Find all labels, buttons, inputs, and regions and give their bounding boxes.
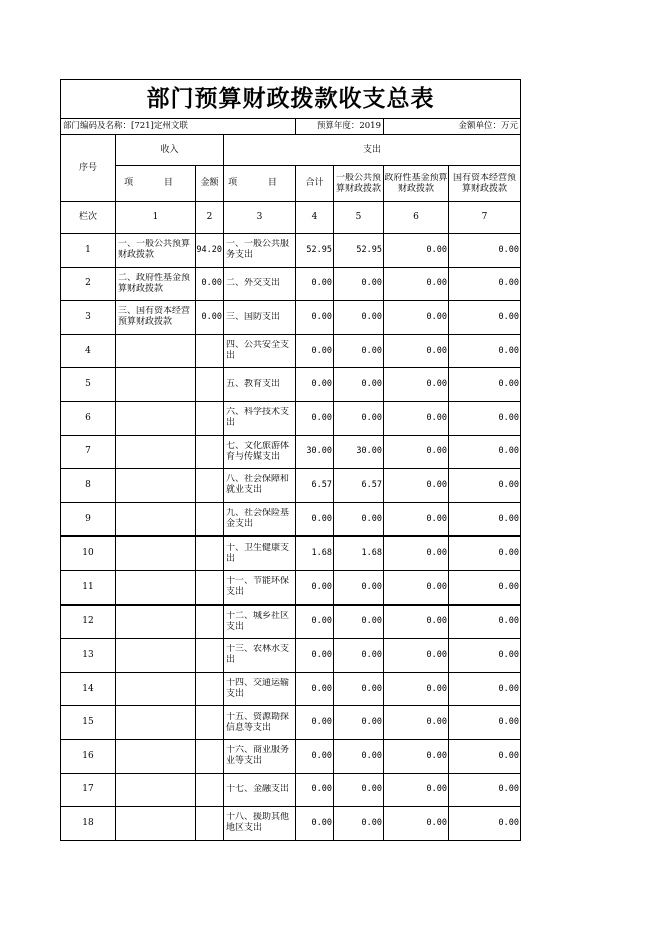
total-amount: 0.00 bbox=[296, 334, 334, 368]
gov-fund-amount: 0.00 bbox=[384, 401, 449, 435]
row-seq: 16 bbox=[61, 739, 116, 773]
income-item: 二、政府性基金预算财政拨款 bbox=[116, 267, 196, 301]
gov-fund-amount: 0.00 bbox=[384, 807, 449, 841]
lanci-label: 栏次 bbox=[61, 202, 116, 234]
income-item bbox=[116, 570, 196, 604]
table-row bbox=[61, 368, 521, 402]
row-seq: 18 bbox=[61, 807, 116, 841]
state-capital-amount: 0.00 bbox=[449, 234, 521, 268]
expense-item: 十五、资源勘探信息等支出 bbox=[224, 706, 296, 740]
expense-item: 十七、金融支出 bbox=[224, 773, 296, 807]
gov-fund-amount: 0.00 bbox=[384, 469, 449, 503]
state-capital-amount: 0.00 bbox=[449, 368, 521, 402]
total-amount: 0.00 bbox=[296, 301, 334, 335]
gov-fund-amount: 0.00 bbox=[384, 334, 449, 368]
expense-item: 五、教育支出 bbox=[224, 368, 296, 402]
budget-year: 预算年度：2019 bbox=[296, 119, 384, 135]
expense-item: 十三、农林水支出 bbox=[224, 639, 296, 673]
table-row bbox=[61, 570, 521, 604]
expense-item: 十、卫生健康支出 bbox=[224, 536, 296, 570]
state-capital-amount: 0.00 bbox=[449, 401, 521, 435]
general-budget-amount: 0.00 bbox=[334, 570, 384, 604]
row-seq: 2 bbox=[61, 267, 116, 301]
total-amount: 0.00 bbox=[296, 368, 334, 402]
total-amount: 0.00 bbox=[296, 570, 334, 604]
table-body bbox=[61, 234, 521, 841]
gov-fund-amount: 0.00 bbox=[384, 639, 449, 673]
row-seq: 4 bbox=[61, 334, 116, 368]
total-amount: 0.00 bbox=[296, 773, 334, 807]
total-amount: 0.00 bbox=[296, 672, 334, 706]
general-budget-amount: 0.00 bbox=[334, 368, 384, 402]
gov-fund-amount: 0.00 bbox=[384, 301, 449, 335]
expense-item: 十六、商业服务业等支出 bbox=[224, 739, 296, 773]
gov-fund-amount: 0.00 bbox=[384, 435, 449, 469]
total-amount: 0.00 bbox=[296, 267, 334, 301]
table-row bbox=[61, 672, 521, 706]
income-item bbox=[116, 706, 196, 740]
row-seq: 1 bbox=[61, 234, 116, 268]
state-capital-amount: 0.00 bbox=[449, 301, 521, 335]
expense-item-header: 项 目 bbox=[224, 166, 296, 202]
income-item bbox=[116, 773, 196, 807]
state-capital-amount: 0.00 bbox=[449, 605, 521, 639]
expense-item: 二、外交支出 bbox=[224, 267, 296, 301]
income-header: 收入 bbox=[116, 135, 224, 166]
total-amount: 0.00 bbox=[296, 706, 334, 740]
general-budget-amount: 0.00 bbox=[334, 672, 384, 706]
income-amount bbox=[196, 570, 224, 604]
gov-fund-amount: 0.00 bbox=[384, 234, 449, 268]
table-row bbox=[61, 502, 521, 536]
income-item bbox=[116, 605, 196, 639]
col-num: 7 bbox=[449, 202, 521, 234]
general-budget-amount: 0.00 bbox=[334, 502, 384, 536]
col-num: 3 bbox=[224, 202, 296, 234]
income-amount bbox=[196, 706, 224, 740]
general-budget-amount: 0.00 bbox=[334, 773, 384, 807]
income-item bbox=[116, 368, 196, 402]
table-row bbox=[61, 773, 521, 807]
row-seq: 14 bbox=[61, 672, 116, 706]
income-item: 三、国有资本经营预算财政拨款 bbox=[116, 301, 196, 335]
income-amount bbox=[196, 334, 224, 368]
row-seq: 12 bbox=[61, 605, 116, 639]
col-num: 4 bbox=[296, 202, 334, 234]
seq-header: 序号 bbox=[61, 135, 116, 202]
state-capital-amount: 0.00 bbox=[449, 570, 521, 604]
table-row bbox=[61, 334, 521, 368]
income-amount: 94.20 bbox=[196, 234, 224, 268]
general-budget-amount: 0.00 bbox=[334, 639, 384, 673]
general-budget-amount: 6.57 bbox=[334, 469, 384, 503]
general-budget-header: 一般公共预算财政拨款 bbox=[334, 166, 384, 202]
page-title: 部门预算财政拨款收支总表 bbox=[61, 80, 521, 119]
gov-fund-amount: 0.00 bbox=[384, 536, 449, 570]
state-capital-header: 国有资本经营预算财政拨款 bbox=[449, 166, 521, 202]
table-row bbox=[61, 301, 521, 335]
state-capital-amount: 0.00 bbox=[449, 334, 521, 368]
general-budget-amount: 0.00 bbox=[334, 706, 384, 740]
income-amount bbox=[196, 435, 224, 469]
general-budget-amount: 0.00 bbox=[334, 267, 384, 301]
col-num: 2 bbox=[196, 202, 224, 234]
col-num: 6 bbox=[384, 202, 449, 234]
income-item bbox=[116, 739, 196, 773]
total-header: 合计 bbox=[296, 166, 334, 202]
state-capital-amount: 0.00 bbox=[449, 807, 521, 841]
gov-fund-amount: 0.00 bbox=[384, 773, 449, 807]
amount-unit: 金额单位：万元 bbox=[384, 119, 521, 135]
income-item: 一、一般公共预算财政拨款 bbox=[116, 234, 196, 268]
row-seq: 5 bbox=[61, 368, 116, 402]
gov-fund-header: 政府性基金预算财政拨款 bbox=[384, 166, 449, 202]
gov-fund-amount: 0.00 bbox=[384, 368, 449, 402]
income-amount bbox=[196, 739, 224, 773]
state-capital-amount: 0.00 bbox=[449, 435, 521, 469]
expense-item: 十四、交通运输支出 bbox=[224, 672, 296, 706]
gov-fund-amount: 0.00 bbox=[384, 502, 449, 536]
expense-item: 十一、节能环保支出 bbox=[224, 570, 296, 604]
general-budget-amount: 0.00 bbox=[334, 401, 384, 435]
income-amount bbox=[196, 469, 224, 503]
total-amount: 0.00 bbox=[296, 807, 334, 841]
income-amount: 0.00 bbox=[196, 267, 224, 301]
table-row bbox=[61, 536, 521, 570]
income-item bbox=[116, 401, 196, 435]
income-item bbox=[116, 807, 196, 841]
general-budget-amount: 0.00 bbox=[334, 334, 384, 368]
table-row bbox=[61, 639, 521, 673]
gov-fund-amount: 0.00 bbox=[384, 605, 449, 639]
gov-fund-amount: 0.00 bbox=[384, 706, 449, 740]
gov-fund-amount: 0.00 bbox=[384, 570, 449, 604]
income-amount bbox=[196, 807, 224, 841]
income-amount bbox=[196, 605, 224, 639]
income-amount bbox=[196, 401, 224, 435]
total-amount: 0.00 bbox=[296, 401, 334, 435]
table-row bbox=[61, 435, 521, 469]
row-seq: 17 bbox=[61, 773, 116, 807]
income-amount bbox=[196, 536, 224, 570]
expense-item: 七、文化旅游体育与传媒支出 bbox=[224, 435, 296, 469]
income-amount bbox=[196, 502, 224, 536]
expense-item: 十八、援助其他地区支出 bbox=[224, 807, 296, 841]
total-amount: 0.00 bbox=[296, 605, 334, 639]
general-budget-amount: 52.95 bbox=[334, 234, 384, 268]
table-row bbox=[61, 706, 521, 740]
income-amount bbox=[196, 672, 224, 706]
state-capital-amount: 0.00 bbox=[449, 267, 521, 301]
total-amount: 0.00 bbox=[296, 502, 334, 536]
table-row bbox=[61, 807, 521, 841]
table-row bbox=[61, 401, 521, 435]
table-row bbox=[61, 739, 521, 773]
expense-item: 八、社会保障和就业支出 bbox=[224, 469, 296, 503]
income-amount-header: 金额 bbox=[196, 166, 224, 202]
total-amount: 1.68 bbox=[296, 536, 334, 570]
row-seq: 7 bbox=[61, 435, 116, 469]
general-budget-amount: 30.00 bbox=[334, 435, 384, 469]
total-amount: 52.95 bbox=[296, 234, 334, 268]
row-seq: 8 bbox=[61, 469, 116, 503]
table-row bbox=[61, 605, 521, 639]
dept-label: 部门编码及名称：[721]定州文联 bbox=[61, 119, 296, 135]
state-capital-amount: 0.00 bbox=[449, 706, 521, 740]
row-seq: 9 bbox=[61, 502, 116, 536]
general-budget-amount: 0.00 bbox=[334, 301, 384, 335]
state-capital-amount: 0.00 bbox=[449, 469, 521, 503]
expense-item: 九、社会保险基金支出 bbox=[224, 502, 296, 536]
income-item bbox=[116, 469, 196, 503]
income-item bbox=[116, 502, 196, 536]
gov-fund-amount: 0.00 bbox=[384, 672, 449, 706]
general-budget-amount: 0.00 bbox=[334, 739, 384, 773]
income-item bbox=[116, 435, 196, 469]
expense-item: 十二、城乡社区支出 bbox=[224, 605, 296, 639]
income-item bbox=[116, 334, 196, 368]
income-item bbox=[116, 672, 196, 706]
row-seq: 6 bbox=[61, 401, 116, 435]
state-capital-amount: 0.00 bbox=[449, 672, 521, 706]
table-row bbox=[61, 469, 521, 503]
table-row bbox=[61, 267, 521, 301]
row-seq: 3 bbox=[61, 301, 116, 335]
gov-fund-amount: 0.00 bbox=[384, 739, 449, 773]
total-amount: 0.00 bbox=[296, 639, 334, 673]
income-item-header: 项 目 bbox=[116, 166, 196, 202]
total-amount: 30.00 bbox=[296, 435, 334, 469]
state-capital-amount: 0.00 bbox=[449, 536, 521, 570]
col-num: 5 bbox=[334, 202, 384, 234]
income-item bbox=[116, 536, 196, 570]
state-capital-amount: 0.00 bbox=[449, 739, 521, 773]
general-budget-amount: 0.00 bbox=[334, 807, 384, 841]
col-num: 1 bbox=[116, 202, 196, 234]
income-amount bbox=[196, 773, 224, 807]
expense-item: 四、公共安全支出 bbox=[224, 334, 296, 368]
expense-item: 三、国防支出 bbox=[224, 301, 296, 335]
general-budget-amount: 1.68 bbox=[334, 536, 384, 570]
general-budget-amount: 0.00 bbox=[334, 605, 384, 639]
state-capital-amount: 0.00 bbox=[449, 502, 521, 536]
gov-fund-amount: 0.00 bbox=[384, 267, 449, 301]
income-amount bbox=[196, 639, 224, 673]
income-amount bbox=[196, 368, 224, 402]
income-item bbox=[116, 639, 196, 673]
row-seq: 10 bbox=[61, 536, 116, 570]
income-amount: 0.00 bbox=[196, 301, 224, 335]
table-row bbox=[61, 234, 521, 268]
expense-item: 一、一般公共服务支出 bbox=[224, 234, 296, 268]
row-seq: 15 bbox=[61, 706, 116, 740]
row-seq: 13 bbox=[61, 639, 116, 673]
expense-item: 六、科学技术支出 bbox=[224, 401, 296, 435]
total-amount: 6.57 bbox=[296, 469, 334, 503]
total-amount: 0.00 bbox=[296, 739, 334, 773]
state-capital-amount: 0.00 bbox=[449, 639, 521, 673]
budget-sheet bbox=[60, 79, 520, 841]
expense-header: 支出 bbox=[224, 135, 521, 166]
state-capital-amount: 0.00 bbox=[449, 773, 521, 807]
budget-table bbox=[60, 79, 521, 841]
row-seq: 11 bbox=[61, 570, 116, 604]
